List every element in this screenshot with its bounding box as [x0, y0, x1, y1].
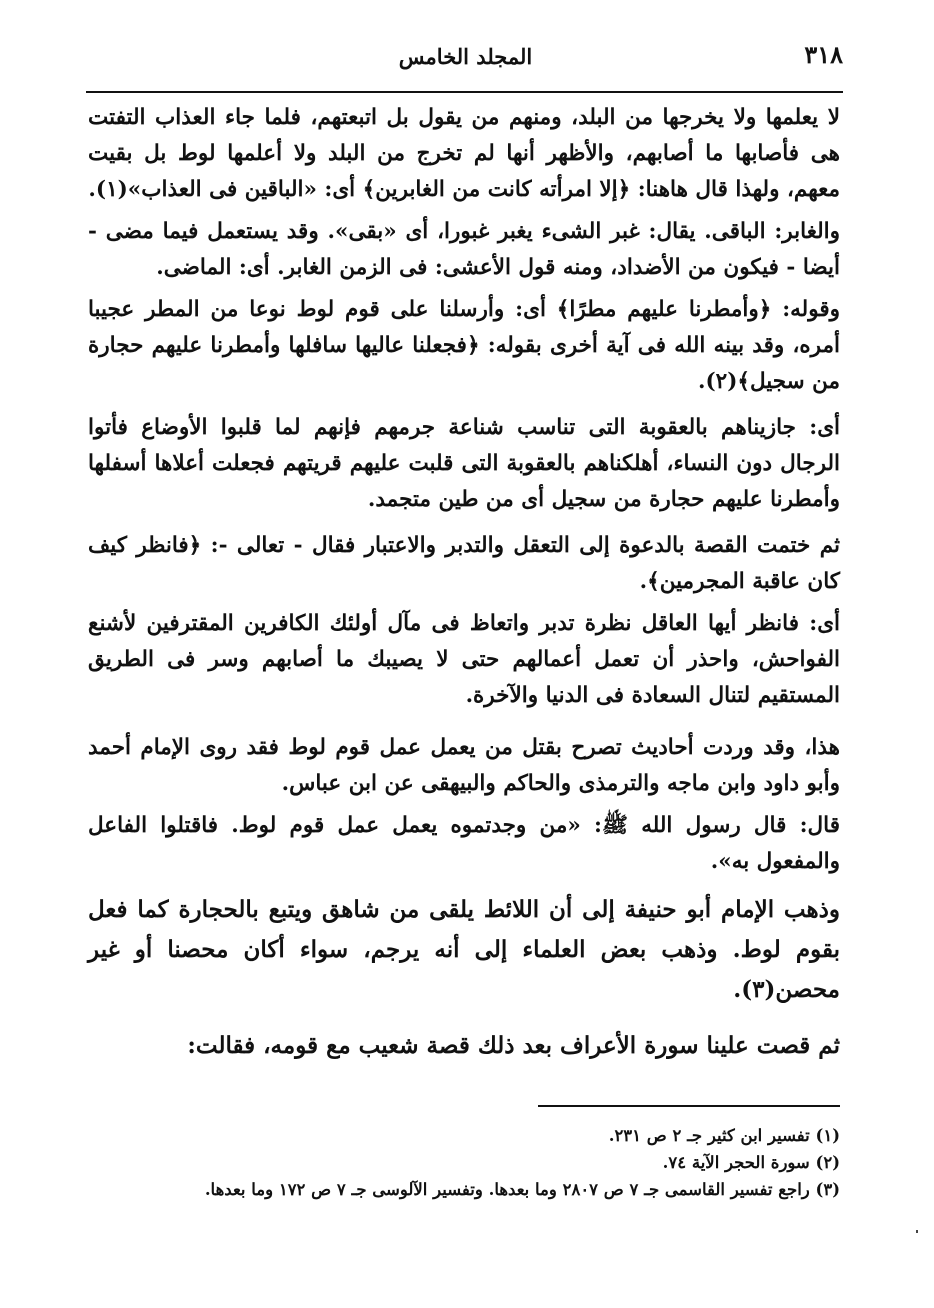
- paragraph-9: وذهب الإمام أبو حنيفة إلى أن اللائط يلقى من شاهق ويتبع بالحجارة كما فعل بقوم لوط. وذهب بعض العلماء إلى أنه يرجم، سواء أكان محصنا أو غير محصن(٣).: [88, 896, 840, 1003]
- header-rule: [86, 91, 843, 93]
- paragraph-1: لا يعلمها ولا يخرجها من البلد، ومنهم من يقول بل اتبعتهم، فلما جاء العذاب التفتت هى فأصابها ما أصابهم، والأظهر أنها لم تخرج من البلد ولا أعلمها لوط بل بقيت معهم، ولهذا قال هاهنا: ﴿إلا امرأته كانت من الغابرين﴾ أى: «الباقين فى العذاب»(١).: [88, 105, 840, 202]
- paragraph-3: وقوله: ﴿وأمطرنا عليهم مطرًا﴾ أى: وأرسلنا على قوم لوط نوعا من المطر عجيبا أمره، وقد بينه الله فى آية أخرى بقوله: ﴿فجعلنا عاليها سافلها وأمطرنا عليهم حجارة من سجيل﴾(٢).: [88, 297, 840, 394]
- paragraph-10: ثم قصت علينا سورة الأعراف بعد ذلك قصة شعيب مع قومه، فقالت:: [187, 1032, 840, 1059]
- paragraph-2: والغابر: الباقى. يقال: غبر الشىء يغبر غبورا، أى «بقى». وقد يستعمل فيما مضى - أيضا - فيكون من الأضداد، ومنه قول الأعشى: فى الزمن الغابر. أى: الماضى.: [88, 219, 840, 280]
- paragraph-5: ثم ختمت القصة بالدعوة إلى التعقل والتدبر والاعتبار فقال - تعالى -: ﴿فانظر كيف كان عاقبة المجرمين﴾.: [88, 533, 840, 594]
- running-title: المجلد الخامس: [398, 44, 533, 69]
- footnote-rule: [538, 1105, 840, 1107]
- page-header: [88, 40, 843, 90]
- paragraph-4: أى: جازيناهم بالعقوبة التى تناسب شناعة جرمهم فإنهم لما قلبوا الأوضاع فأتوا الرجال دون النساء، أهلكناهم بالعقوبة التى قلبت عليهم قريتهم فجعلت أعلاها أسفلها وأمطرنا عليهم حجارة من سجيل أى من طين متجمد.: [88, 415, 840, 512]
- footnotes: [120, 1122, 840, 1203]
- body-text: [88, 100, 840, 1072]
- paragraph-8: قال: قال رسول الله ﷺ: «من وجدتموه يعمل عمل قوم لوط. فاقتلوا الفاعل والمفعول به».: [88, 813, 840, 874]
- paragraph-7: هذا، وقد وردت أحاديث تصرح بقتل من يعمل عمل قوم لوط فقد روى الإمام أحمد وأبو داود وابن ماجه والترمذى والحاكم والبيهقى عن ابن عباس.: [88, 735, 840, 796]
- page-number: ٣١٨: [804, 40, 843, 69]
- footnote-2: (٢) سورة الحجر الآية ٧٤.: [662, 1153, 840, 1172]
- footnote-1: (١) تفسير ابن كثير جـ ٢ ص ٢٣١.: [608, 1126, 840, 1145]
- scan-speck: [916, 1230, 918, 1233]
- footnote-3: (٣) راجع تفسير القاسمى جـ ٧ ص ٢٨٠٧ وما بعدها. وتفسير الآلوسى جـ ٧ ص ١٧٢ وما بعدها.: [204, 1180, 840, 1199]
- paragraph-6: أى: فانظر أيها العاقل نظرة تدبر واتعاظ فى مآل أولئك الكافرين المقترفين لأشنع الفواحش، واحذر أن تعمل أعمالهم حتى لا يصيبك ما أصابهم وسر فى الطريق المستقيم لتنال السعادة فى الدنيا والآخرة.: [88, 611, 840, 708]
